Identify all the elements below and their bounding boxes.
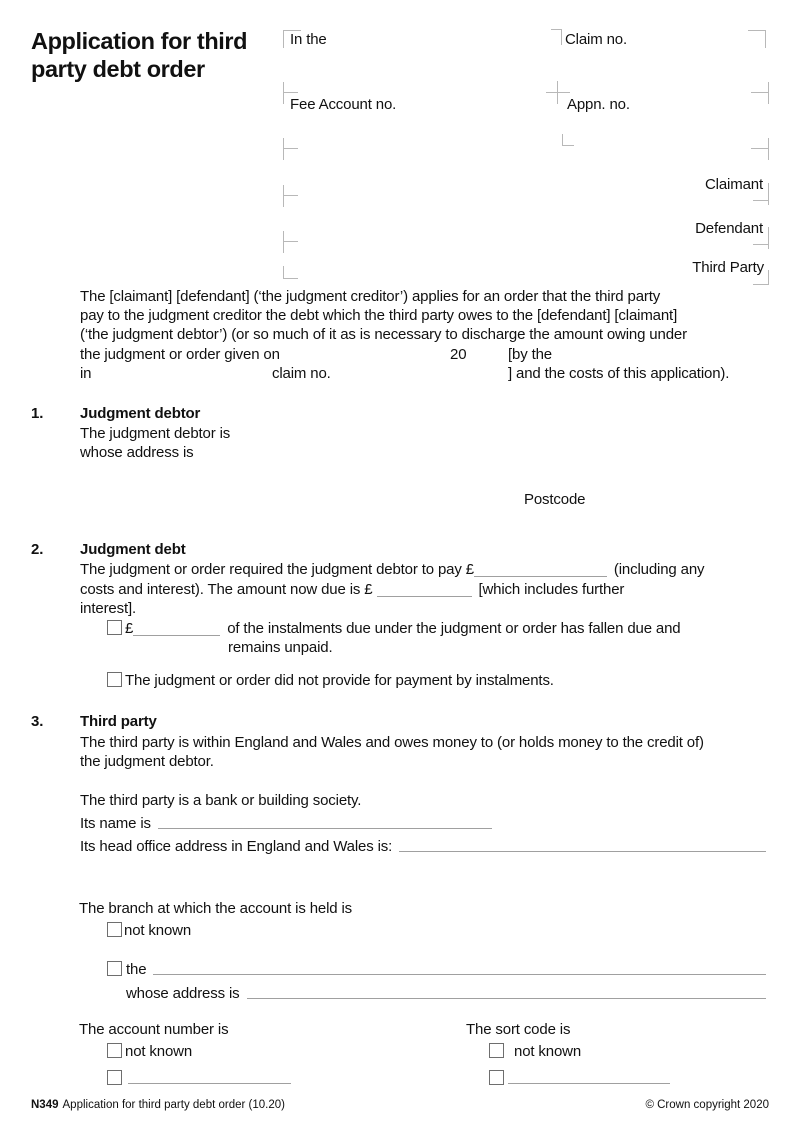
branch-label: The branch at which the account is held is — [79, 900, 353, 917]
defendant-label: Defendant — [695, 220, 763, 237]
bank-name-field[interactable] — [158, 827, 492, 829]
amount-due-text: costs and interest). The amount now due is £ — [80, 581, 373, 598]
no-instalments-text: The judgment or order did not provide for payment by instalments. — [125, 672, 554, 689]
page-title-line2: party debt order — [31, 56, 205, 82]
footer-left — [31, 1099, 285, 1111]
in-the-label: In the — [290, 31, 327, 48]
form-number: N349 — [31, 1099, 59, 1111]
fee-account-no-label: Fee Account no. — [290, 96, 397, 113]
branch-address-row — [126, 986, 766, 1001]
crop-mark — [557, 81, 558, 104]
amount-to-pay-field[interactable] — [474, 564, 607, 577]
debtor-address-label: whose address is — [80, 444, 194, 461]
pay-amount-suffix: (including any — [613, 561, 705, 578]
amount-due-row — [80, 581, 624, 597]
branch-the-label: the — [126, 961, 147, 978]
account-number-field[interactable] — [128, 1070, 291, 1084]
interest-text: interest]. — [80, 600, 137, 617]
crop-mark — [768, 270, 769, 285]
intro-line2: pay to the judgment creditor the debt which the third party owes to the [defendant] [claimant] — [80, 307, 678, 324]
bank-name-label: Its name is — [80, 815, 151, 832]
crop-mark — [283, 278, 298, 279]
instalments-due-row — [125, 620, 681, 636]
crop-mark — [283, 185, 284, 207]
sort-code-checkbox[interactable] — [489, 1070, 504, 1085]
amount-now-due-field[interactable] — [377, 584, 472, 597]
footer-form-title: Application for third party debt order (10.20) — [62, 1099, 285, 1111]
page-title-line1: Application for third — [31, 28, 248, 54]
branch-name-row — [126, 962, 766, 977]
intro-claim-no-label: claim no. — [272, 365, 331, 382]
sort-code-label: The sort code is — [466, 1021, 571, 1038]
bank-society-text: The third party is a bank or building society. — [80, 792, 362, 809]
crop-mark — [768, 138, 769, 160]
branch-name-field[interactable] — [153, 973, 766, 975]
crop-mark — [768, 82, 769, 104]
no-instalments-checkbox[interactable] — [107, 672, 122, 687]
intro-close-bracket: ] and the costs of this application). — [508, 365, 730, 382]
third-party-label: Third Party — [692, 259, 764, 276]
head-office-label: Its head office address in England and Wales is: — [80, 838, 393, 855]
crop-mark — [768, 227, 769, 249]
section3-number: 3. — [31, 713, 44, 730]
branch-not-known-label: not known — [124, 922, 192, 939]
crop-mark — [283, 138, 284, 160]
copyright-notice: © Crown copyright 2020 — [645, 1099, 769, 1111]
crop-mark — [751, 148, 768, 149]
section3-heading: Third party — [80, 713, 157, 730]
branch-the-checkbox[interactable] — [107, 961, 122, 976]
bank-name-row — [80, 816, 492, 831]
intro-year-prefix: 20 — [450, 346, 467, 363]
amount-due-suffix: [which includes further — [478, 581, 625, 598]
section2-number: 2. — [31, 541, 44, 558]
crop-mark — [283, 30, 284, 48]
whose-address-label: whose address is — [126, 985, 240, 1002]
crop-mark — [283, 82, 284, 104]
crop-mark — [768, 183, 769, 205]
crop-mark — [546, 92, 570, 93]
crop-mark — [753, 200, 768, 201]
crop-mark — [753, 284, 768, 285]
account-not-known-label: not known — [125, 1043, 193, 1060]
section1-number: 1. — [31, 405, 44, 422]
branch-not-known-checkbox[interactable] — [107, 922, 122, 937]
crop-mark — [765, 30, 766, 48]
head-office-row — [80, 839, 766, 854]
intro-in-label: in — [80, 365, 92, 382]
intro-by-the: [by the — [508, 346, 552, 363]
judgment-debtor-is-label: The judgment debtor is — [80, 425, 231, 442]
account-number-label: The account number is — [79, 1021, 229, 1038]
intro-line1: The [claimant] [defendant] (‘the judgment creditor’) applies for an order that the third party — [80, 288, 661, 305]
pay-amount-text: The judgment or order required the judgment debtor to pay £ — [80, 561, 474, 578]
crop-mark — [562, 145, 574, 146]
crop-mark — [561, 29, 562, 45]
page-title — [31, 27, 247, 83]
intro-line3: (‘the judgment debtor’) (or so much of it as is necessary to discharge the amount owing under — [80, 326, 687, 343]
third-party-intro-line2: the judgment debtor. — [80, 753, 214, 770]
section1-heading: Judgment debtor — [80, 405, 201, 422]
intro-line4-text: the judgment or order given on — [80, 346, 280, 363]
crop-mark — [751, 92, 768, 93]
head-office-address-field[interactable] — [399, 850, 766, 852]
sort-code-field[interactable] — [508, 1070, 670, 1084]
remains-unpaid-text: remains unpaid. — [228, 639, 333, 656]
crop-mark — [748, 30, 766, 31]
branch-address-field[interactable] — [247, 997, 767, 999]
instalment-amount-field[interactable] — [133, 623, 220, 636]
account-not-known-checkbox[interactable] — [107, 1043, 122, 1058]
postcode-label: Postcode — [524, 491, 586, 508]
section2-heading: Judgment debt — [80, 541, 186, 558]
appn-no-label: Appn. no. — [567, 96, 630, 113]
instalments-due-text: of the instalments due under the judgment or order has fallen due and — [227, 620, 681, 637]
third-party-intro-line1: The third party is within England and Wales and owes money to (or holds money to the credit of) — [80, 734, 704, 751]
account-number-checkbox[interactable] — [107, 1070, 122, 1085]
claimant-label: Claimant — [705, 176, 763, 193]
pay-amount-row — [80, 561, 704, 577]
crop-mark — [283, 148, 298, 149]
crop-mark — [283, 231, 284, 253]
instalments-due-checkbox[interactable] — [107, 620, 122, 635]
crop-mark — [753, 244, 768, 245]
crop-mark — [283, 241, 298, 242]
crop-mark — [283, 195, 298, 196]
sortcode-not-known-label: not known — [514, 1043, 582, 1060]
pound-sign: £ — [125, 620, 134, 637]
sortcode-not-known-checkbox[interactable] — [489, 1043, 504, 1058]
crop-mark — [283, 92, 298, 93]
claim-no-label: Claim no. — [565, 31, 628, 48]
